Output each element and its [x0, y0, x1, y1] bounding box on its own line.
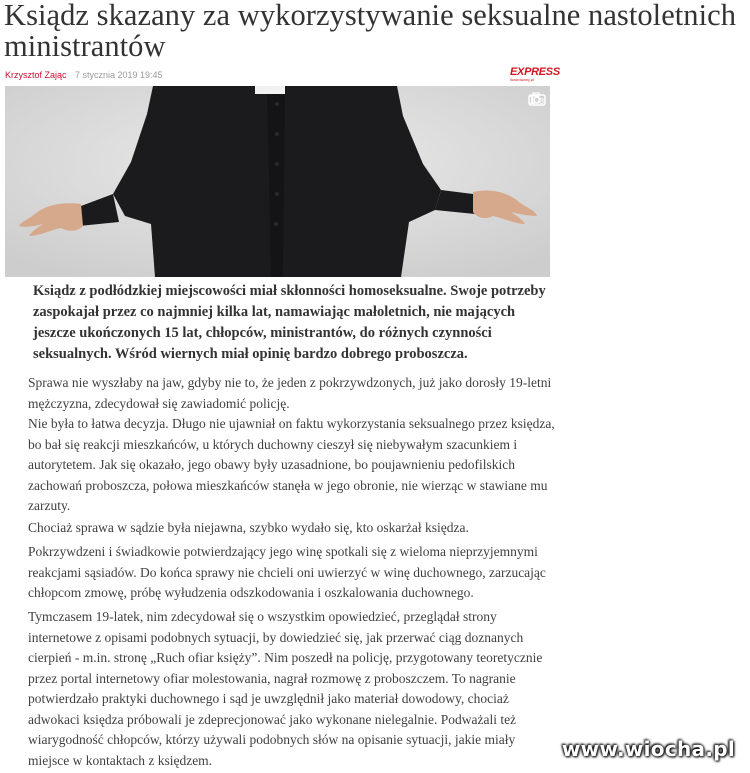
photo-gallery-counter[interactable]: [528, 92, 544, 107]
source-logo-sub: ilustrowany.pl: [510, 77, 534, 82]
publish-date: 7 stycznia 2019 19:45: [75, 70, 163, 80]
article-lead: Ksiądz z podłódzkiej miejscowości miał skłonności homoseksualne. Swoje potrzeby zaspokajał przez co najmniej kilka lat, namawiając małoletnich, nie mających jeszcze ukończonych 15 lat, chłopców, ministrantów, do różnych czynności seksualnych. Wśród wiernych miał opinię bardzo dobrego proboszcza.: [33, 283, 546, 362]
article-paragraph: Tymczasem 19-latek, nim zdecydował się o wszystkim opowiedzieć, przeglądał strony internetowe z opisami podobnych sytuacji, by dowiedzieć się, jak przerwać ciąg doznanych cierpień - m.in. stronę „Ruch ofiar księży”. Nim poszedł na policję, przygotowany teoretycznie przez portal internetowy ofiar molestowania, nagrał rozmowę z proboszczem. To nagranie potwierdzało praktyki duchownego i sąd je uwzględnił jako materiał dowodowy, chociaż adwokaci księdza próbowali je zdeprecjonować jako wykonane nielegalnie. Podważali też wiarygodność chłopców, którzy używali podobnych słów na opisanie sytuacji, jakie miały miejsce w kontaktach z księdzem.: [28, 609, 543, 768]
article-paragraph: Chociaż sprawa w sądzie była niejawna, szybko wydało się, kto oskarżał księdza.: [28, 520, 469, 535]
photo-total-count: /3: [537, 97, 544, 106]
article-photo[interactable]: [5, 86, 550, 277]
author-link[interactable]: Krzysztof Zając: [5, 70, 67, 80]
article-paragraph: Sprawa nie wyszłaby na jaw, gdyby nie to, że jeden z pokrzywdzonych, już jako dorosły 19-letni mężczyzna, zdecydował się zawiadomić policję.: [28, 375, 552, 411]
article-paragraph: Nie była to łatwa decyzja. Długo nie ujawniał on faktu wykorzystania seksualnego przez księdza, bo bał się reakcji mieszkańców, u których duchowny cieszył się niebywałym szacunkiem i autorytetem. Jak się okazało, jego obawy były uzasadnione, bo poujawnieniu pedofilskich zachowań proboszcza, połowa mieszkańców stanęła w jego obronie, nie wierząc w stawiane mu zarzuty.: [28, 416, 555, 513]
photo-illustration: [5, 86, 550, 277]
source-logo-main: EXPRESS: [510, 66, 560, 78]
source-logo[interactable]: [510, 66, 560, 83]
article-paragraph: Pokrzywdzeni i świadkowie potwierdzający jego winę spotkali się z wieloma nieprzyjemnymi reakcjami sąsiadów. Do końca sprawy nie chcieli oni uwierzyć w winę duchownego, zarzucając chłopcom zmowę, próbę wyłudzenia odszkodowania i oszkalowania duchownego.: [28, 544, 546, 600]
article-meta: [5, 70, 163, 80]
photo-current-index: 1: [528, 92, 536, 107]
site-watermark: www.wiocha.pl: [561, 737, 735, 761]
article-title: Ksiądz skazany za wykorzystywanie seksualne nastoletnich ministrantów: [4, 0, 737, 63]
